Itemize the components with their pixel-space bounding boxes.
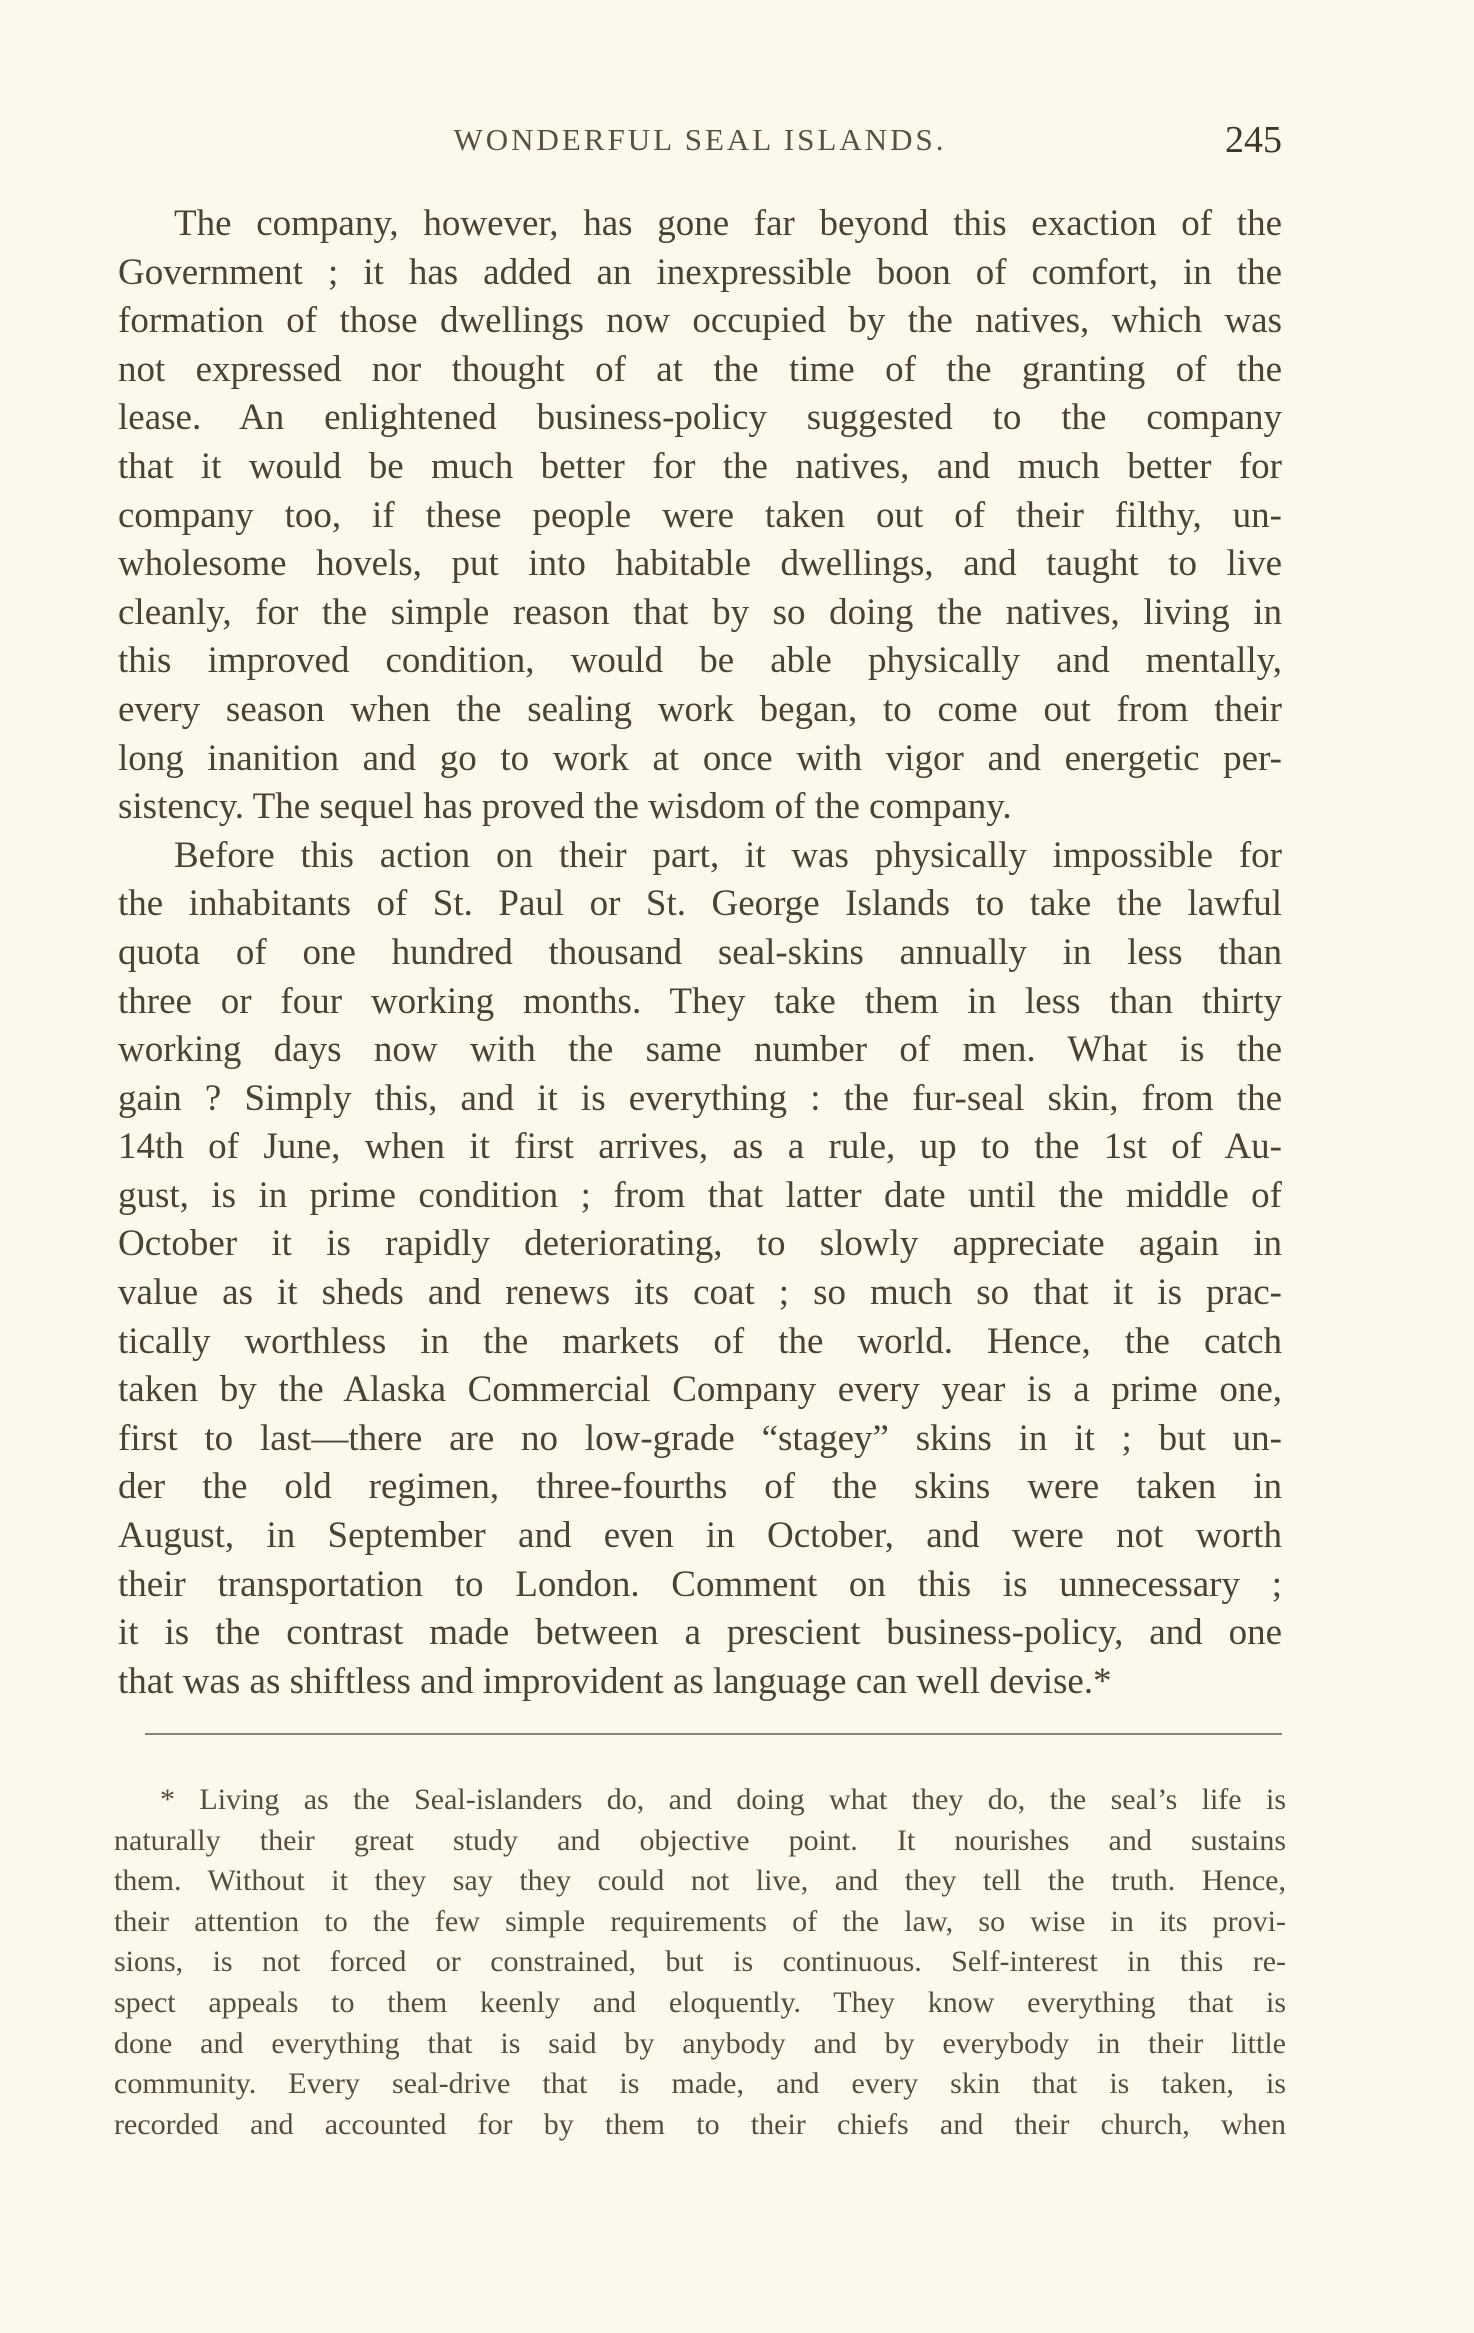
running-header — [118, 118, 1282, 162]
body-line: taken by the Alaska Commercial Company every year is a prime one, — [118, 1369, 1282, 1411]
body-line: quota of one hundred thousand seal-skins annually in less than — [118, 931, 1282, 973]
footnote-line: naturally their great study and objective point. It nourishes and sustains — [114, 1823, 1286, 1857]
running-title: WONDERFUL SEAL ISLANDS. — [453, 122, 947, 157]
body-line: that was as shiftless and improvident as language can well devise.* — [118, 1660, 1112, 1702]
body-line: The company, however, has gone far beyond this exaction of the — [174, 203, 1282, 244]
body-line: that it would be much better for the natives, and much better for — [118, 445, 1282, 487]
body-line: long inanition and go to work at once with vigor and energetic per- — [118, 737, 1282, 779]
body-line: Before this action on their part, it was physically impossible for — [174, 834, 1282, 876]
body-text — [118, 200, 1282, 1706]
body-line: wholesome hovels, put into habitable dwellings, and taught to live — [118, 543, 1282, 585]
body-line: der the old regimen, three-fourths of the skins were taken in — [118, 1466, 1282, 1508]
body-line: this improved condition, would be able physically and mentally, — [118, 640, 1282, 682]
body-line: formation of those dwellings now occupied by the natives, which was — [118, 300, 1282, 342]
footnote-rule — [145, 1733, 1282, 1735]
body-line: October it is rapidly deteriorating, to slowly appreciate again in — [118, 1223, 1282, 1265]
body-line: 14th of June, when it first arrives, as a rule, up to the 1st of Au- — [118, 1126, 1282, 1168]
body-line: the inhabitants of St. Paul or St. George Islands to take the lawful — [118, 883, 1282, 925]
footnote-line: recorded and accounted for by them to their chiefs and their church, when — [114, 2107, 1286, 2141]
body-line: first to last—there are no low-grade “stagey” skins in it ; but un- — [118, 1417, 1282, 1459]
body-line: working days now with the same number of men. What is the — [118, 1029, 1282, 1071]
body-line: sistency. The sequel has proved the wisdom of the company. — [118, 786, 1012, 828]
body-line: not expressed nor thought of at the time of the granting of the — [118, 348, 1282, 390]
body-line: it is the contrast made between a prescient business-policy, and one — [118, 1612, 1282, 1654]
footnote-line: their attention to the few simple requirements of the law, so wise in its provi- — [114, 1904, 1286, 1938]
footnote-line: them. Without it they say they could not live, and they tell the truth. Hence, — [114, 1864, 1286, 1898]
body-line: value as it sheds and renews its coat ; so much so that it is prac- — [118, 1272, 1282, 1314]
footnote-line: * Living as the Seal-islanders do, and doing what they do, the seal’s life is — [160, 1783, 1286, 1816]
body-line: lease. An enlightened business-policy suggested to the company — [118, 397, 1282, 439]
footnote — [114, 1780, 1286, 2145]
body-line: cleanly, for the simple reason that by so doing the natives, living in — [118, 591, 1282, 633]
body-line: three or four working months. They take them in less than thirty — [118, 980, 1282, 1022]
body-line: Government ; it has added an inexpressible boon of comfort, in the — [118, 251, 1282, 293]
footnote-line: spect appeals to them keenly and eloquently. They know everything that is — [114, 1985, 1286, 2019]
body-line: their transportation to London. Comment on this is unnecessary ; — [118, 1563, 1282, 1605]
page-number: 245 — [1225, 119, 1282, 161]
body-line: August, in September and even in October, and were not worth — [118, 1515, 1282, 1557]
body-line: tically worthless in the markets of the world. Hence, the catch — [118, 1320, 1282, 1362]
body-line: every season when the sealing work began, to come out from their — [118, 688, 1282, 730]
body-line: gain ? Simply this, and it is everything : the fur-seal skin, from the — [118, 1077, 1282, 1119]
footnote-line: sions, is not forced or constrained, but is continuous. Self-interest in this re- — [114, 1945, 1286, 1979]
footnote-line: community. Every seal-drive that is made, and every skin that is taken, is — [114, 2067, 1286, 2101]
footnote-line: done and everything that is said by anybody and by everybody in their little — [114, 2026, 1286, 2060]
body-line: company too, if these people were taken out of their filthy, un- — [118, 494, 1282, 536]
body-line: gust, is in prime condition ; from that latter date until the middle of — [118, 1174, 1282, 1216]
